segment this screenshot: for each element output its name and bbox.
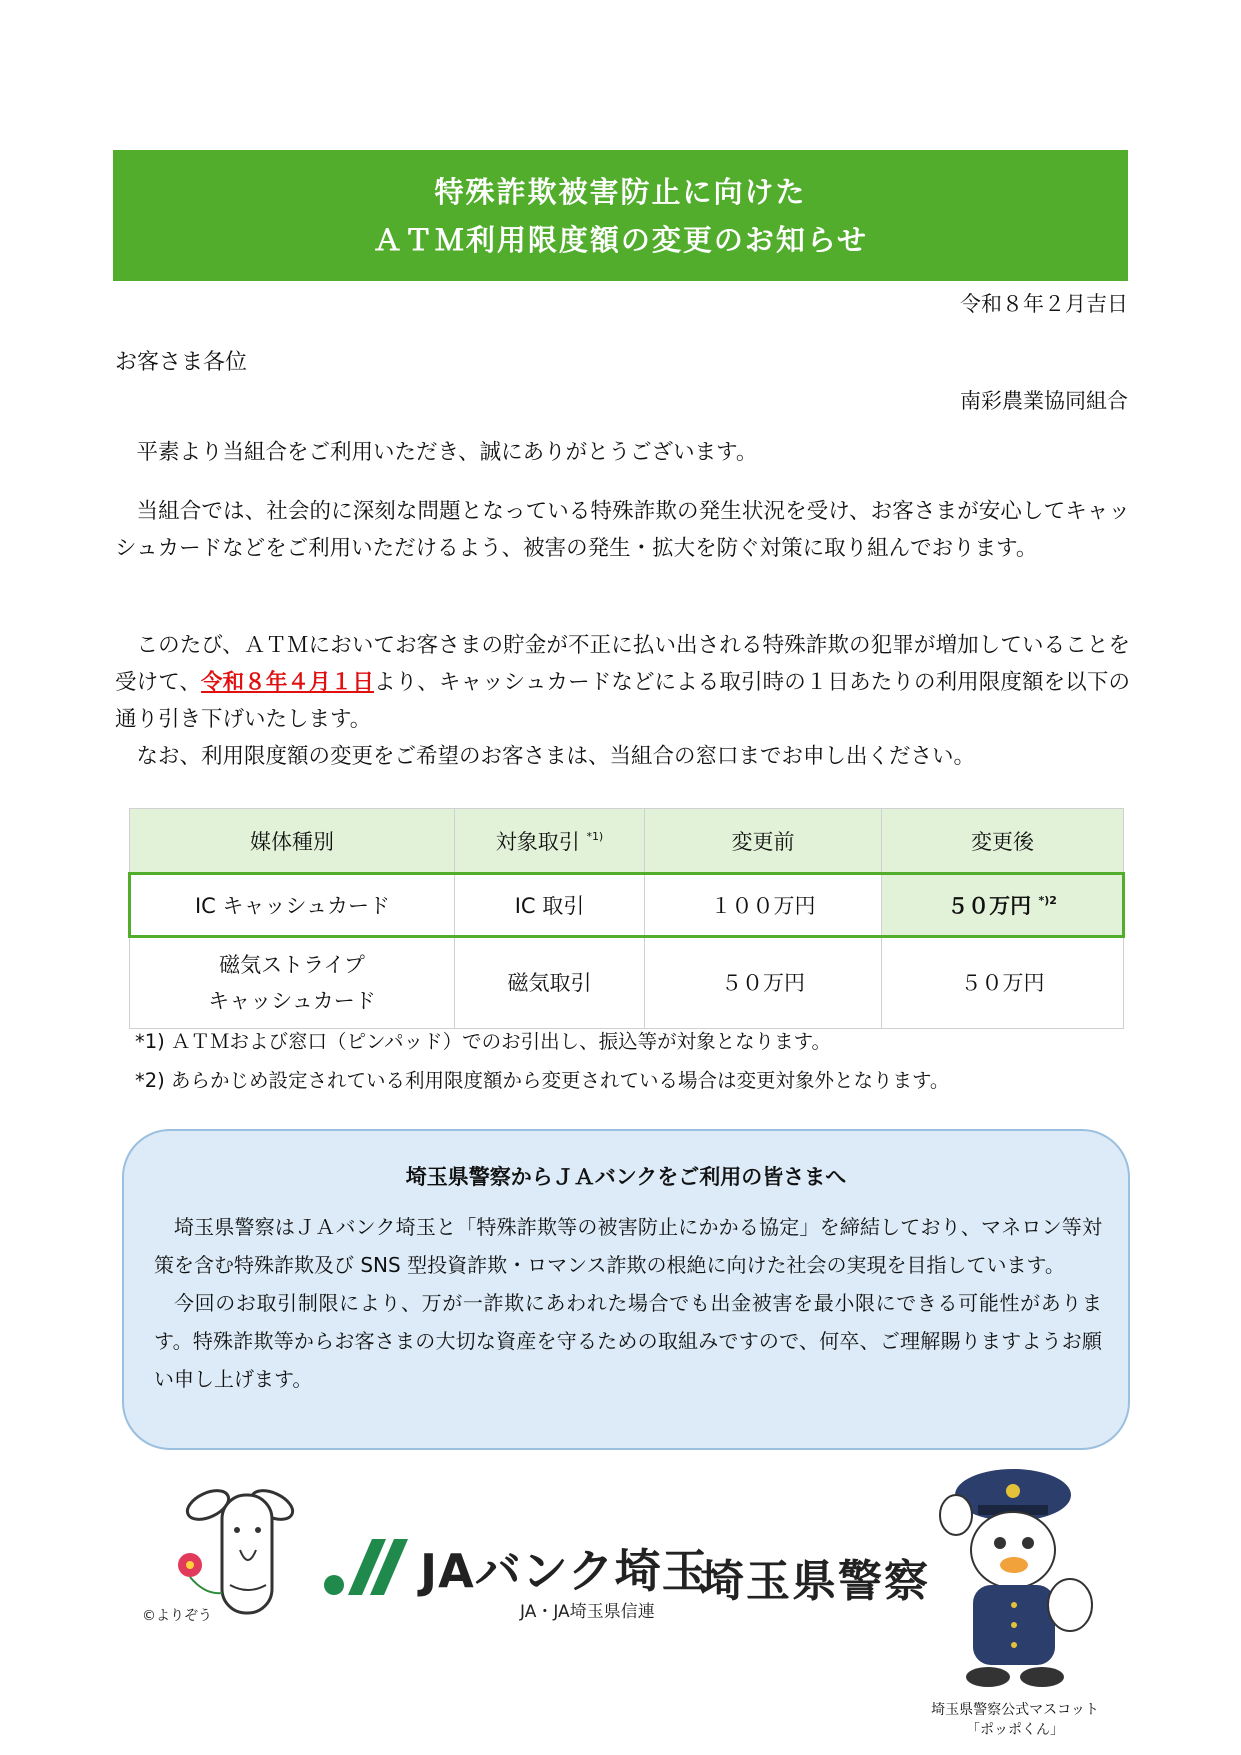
police-paragraph-1: 埼玉県警察はＪＡバンク埼玉と「特殊詐欺等の被害防止にかかる協定」を締結しており、マネロン等対策を含む特殊詐欺及び SNS 型投資詐欺・ロマンス詐欺の根絶に向けた社会の実現を目指しています。 [154,1215,1102,1277]
paragraph-2: 当組合では、社会的に深刻な問題となっている特殊詐欺の発生状況を受け、お客さまが安心してキャッシュカードなどをご利用いただけるよう、被害の発生・拡大を防ぐ対策に取り組んでおります。 [115,499,1130,561]
mascot-caption [905,1700,1125,1740]
paragraph-3-after: より、キャッシュカードなどによる取引時の１日あたりの利用限度額を以下の通り引き下げいたします。 [115,670,1130,732]
mascot-caption-line-2: 「ポッポくん」 [966,1722,1064,1738]
cell-before: ５０万円 [645,937,882,1029]
sender: 南彩農業協同組合 [960,389,1128,413]
title-line-2: ＡＴＭ利用限度額の変更のお知らせ [372,222,869,257]
ja-bank-subtext: JA・JA埼玉県信連 [520,1602,655,1622]
table-row [130,937,1124,1029]
title-line-1: 特殊詐欺被害防止に向けた [434,174,807,209]
limit-table [128,808,1125,1029]
paragraph-1: 平素より当組合をご利用いただき、誠にありがとうございます。 [136,440,758,465]
ja-bank-logo-text: JAバンク埼玉 [420,1544,709,1598]
header-media: 媒体種別 [130,809,455,874]
yorizo-copyright: ©よりぞう [142,1608,212,1624]
cell-after: ５０万円 [882,937,1124,1029]
after-note: *)2 [1038,894,1057,907]
cell-after: ５０万円 $^{*)2}$ [882,874,1124,937]
header-before: 変更前 [645,809,882,874]
police-message-title: 埼玉県警察からＪＡバンクをご利用の皆さまへ [405,1165,847,1189]
poppo-kun-mascot-image [938,1455,1103,1695]
saitama-police-logo-text: 埼玉県警察 [700,1556,930,1607]
paragraph-3 [115,627,1130,738]
mascot-caption-line-1: 埼玉県警察公式マスコット [931,1702,1099,1718]
cell-before: １００万円 [645,874,882,937]
greeting-paragraph [115,434,1130,471]
footnote-1: *1) ＡＴＭおよび窓口（ピンパッド）でのお引出し、振込等が対象となります。 [135,1030,832,1053]
addressee: お客さま各位 [115,350,248,375]
paragraph-4: なお、利用限度額の変更をご希望のお客さまは、当組合の窓口までお申し出ください。 [136,744,976,769]
police-message-panel [122,1129,1130,1450]
measures-paragraph [115,493,1130,567]
issue-date: 令和８年２月吉日 [960,292,1128,316]
change-paragraph [115,627,1130,775]
yorizo-mascot-image [160,1475,310,1625]
police-message-body [154,1208,1102,1398]
cell-transaction: 磁気取引 [455,937,645,1029]
footnote-2: *2) あらかじめ設定されている利用限度額から変更されている場合は変更対象外となります。 [135,1069,950,1092]
cell-transaction: IC 取引 [455,874,645,937]
cell-media: 磁気ストライプ キャッシュカード [130,937,455,1029]
cell-media: IC キャッシュカード [130,874,455,937]
header-after: 変更後 [882,809,1124,874]
effective-date: 令和８年４月１日 [201,670,374,695]
header-transaction: 対象取引 $^{*1)}$ [455,809,645,874]
title-banner [113,150,1128,281]
table-row [130,874,1124,937]
ja-logo-icon [322,1535,414,1599]
police-paragraph-2: 今回のお取引制限により、万が一詐欺にあわれた場合でも出金被害を最小限にできる可能性があります。特殊詐欺等からお客さまの大切な資産を守るための取組みですので、何卒、ご理解賜りますようお願い申し上げます。 [154,1291,1102,1391]
paragraph-3-before: このたび、ＡＴＭにおいてお客さまの貯金が不正に払い出される特殊詐欺の犯罪が増加していることを受けて、 [115,633,1130,695]
table-header-row [130,809,1124,874]
header-note: *1) [586,829,604,843]
